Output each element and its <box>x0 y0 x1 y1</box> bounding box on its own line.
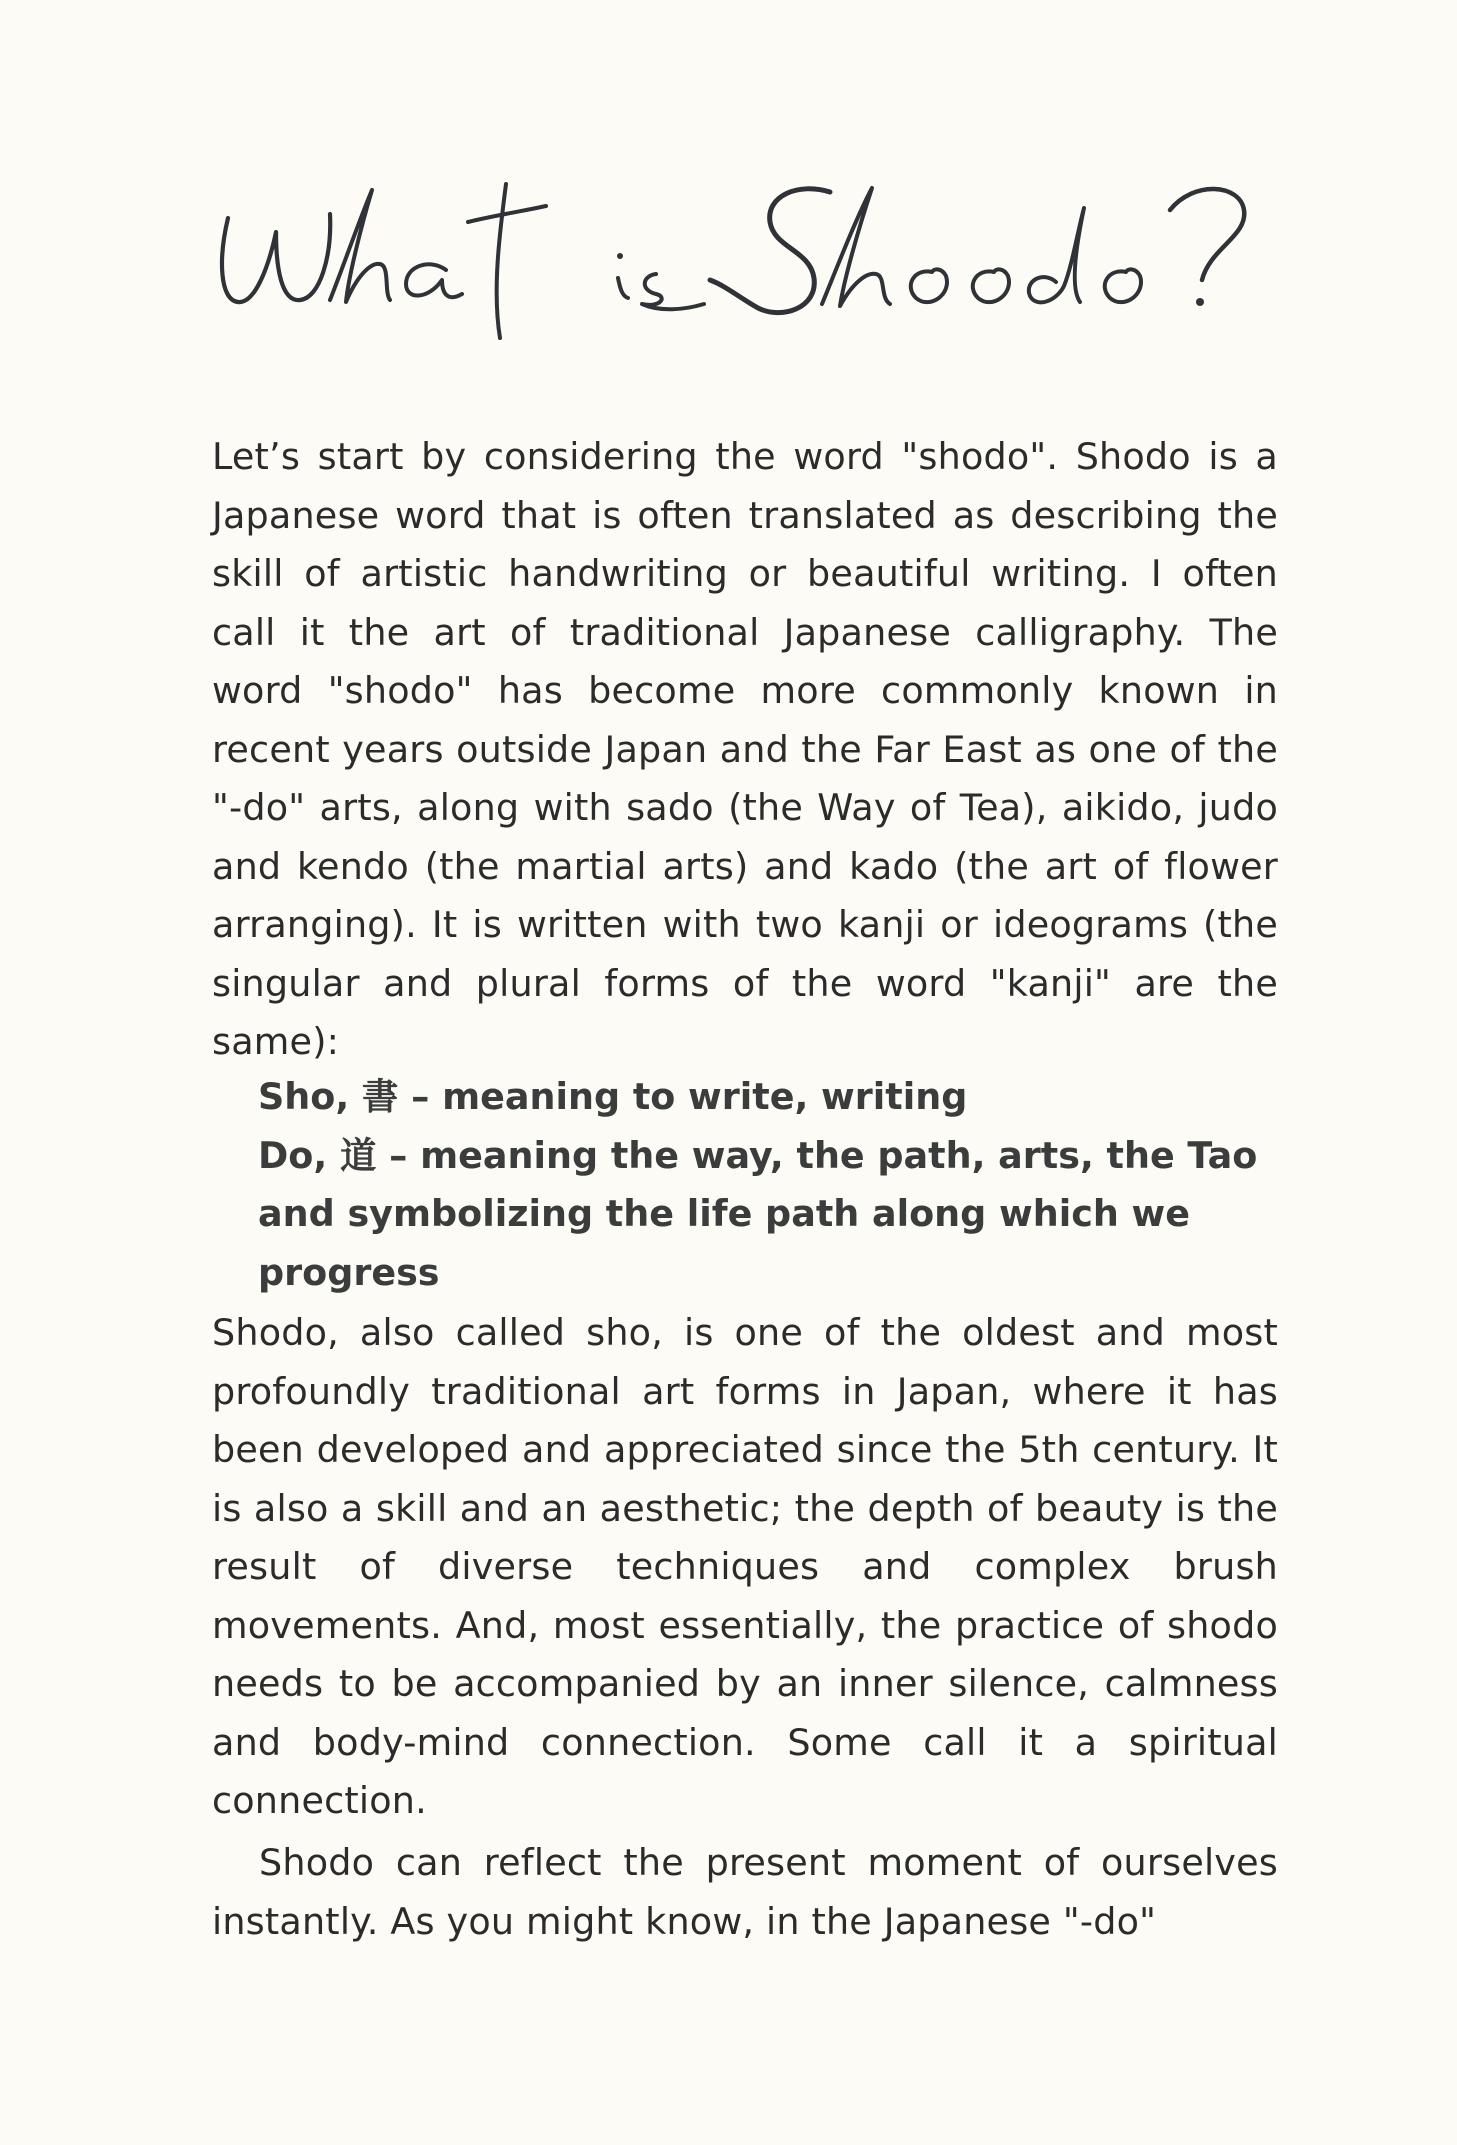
history-paragraph: Shodo, also called sho, is one of the oldest and most profoundly traditional art forms in Japan, where it has been developed and appreciated since the 5th century. It is also a skill and an aesthetic; the depth of beauty is the result of diverse techniques and complex brush movements. And, most essentially, the practice of shodo needs to be accompanied by an inner silence, calmness and body-mind connection. Some call it a spiritual connection. <box>212 1311 1278 1822</box>
handwritten-title <box>210 170 1310 350</box>
kanji-term-list <box>258 1068 1288 1302</box>
kanji-term-sho: Sho, 書 – meaning to write, writing <box>258 1075 968 1118</box>
handwritten-title-drawing <box>210 170 1310 350</box>
reflection-paragraph: Shodo can reflect the present moment of ourselves instantly. As you might know, in the Japanese "-do" <box>212 1841 1278 1943</box>
intro-paragraph: Let’s start by considering the word "shodo". Shodo is a Japanese word that is often translated as describing the skill of artistic handwriting or beautiful writing. I often call it the art of traditional Japanese calligraphy. The word "shodo" has become more commonly known in recent years outside Japan and the Far East as one of the "-do" arts, along with sado (the Way of Tea), aikido, judo and kendo (the martial arts) and kado (the art of flower arranging). It is written with two kanji or ideograms (the singular and plural forms of the word "kanji" are the same): <box>212 435 1278 1063</box>
kanji-term-do: Do, 道 – meaning the way, the path, arts, the Tao and symbolizing the life path along which we progress <box>258 1133 1258 1294</box>
